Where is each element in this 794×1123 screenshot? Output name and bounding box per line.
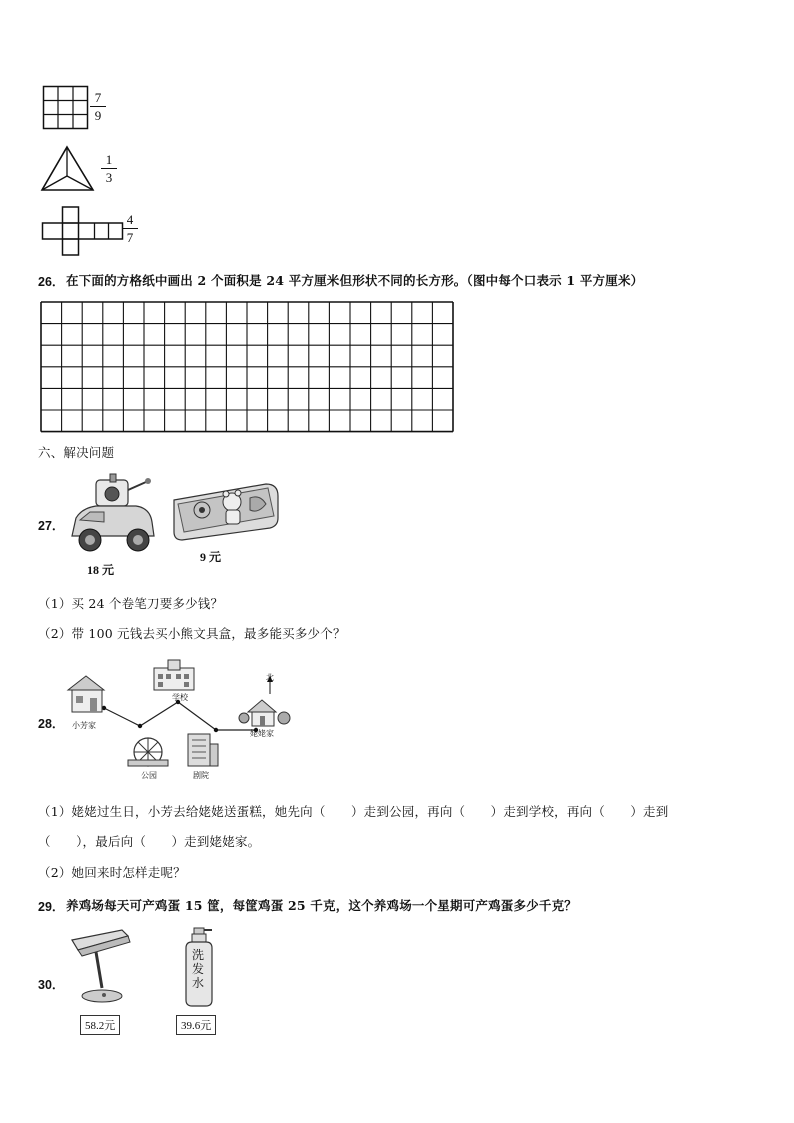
hair-curler-icon (68, 928, 138, 1010)
grid-shape-icon (43, 86, 89, 130)
price-hair-curler: 58.2元 (80, 1015, 120, 1035)
question-27-sub2: （2）带 100 元钱去买小熊文具盒，最多能买多少个？ (38, 626, 346, 641)
fraction-denominator: 3 (105, 170, 113, 185)
question-28-sub1-line2: （ ），最后向（ ）走到姥姥家。 (38, 834, 261, 849)
price-shampoo: 39.6元 (176, 1015, 216, 1035)
fraction-numerator: 1 (105, 152, 113, 167)
bear-pencil-box-icon (170, 480, 282, 544)
question-30-number: 30． (38, 978, 65, 992)
triangle-shape-icon (41, 146, 95, 192)
label-school: 学校 (172, 693, 188, 702)
grandma-house-icon (239, 700, 290, 726)
fraction-7-9 (90, 90, 106, 123)
label-grandma-home: 姥姥家 (250, 729, 274, 738)
xiaofang-house-icon (68, 676, 104, 712)
fraction-1-3 (101, 152, 117, 185)
label-north: 北 (266, 673, 274, 682)
fraction-denominator: 7 (126, 230, 134, 245)
cube-net-shape-icon (42, 206, 124, 256)
park-ferris-wheel-icon (128, 738, 168, 766)
fraction-numerator: 4 (126, 212, 134, 227)
pencil-sharpener-car-icon (66, 470, 158, 560)
shampoo-label: 洗发水 (191, 948, 204, 990)
question-27-sub1: （1）买 24 个卷笔刀要多少钱？ (38, 596, 224, 611)
price-sharpener: 18 元 (87, 563, 115, 577)
question-28-sub1-line1: （1）姥姥过生日，小芳去给姥姥送蛋糕，她先向（ ）走到公园，再向（ ）走到学校，再向（ ）走到 (38, 804, 669, 819)
question-29-text: 养鸡场每天可产鸡蛋 15 筐，每筐鸡蛋 25 千克，这个养鸡场一个星期可产鸡蛋多少千克？ (66, 898, 577, 913)
question-27-number: 27． (38, 519, 65, 533)
label-park: 公园 (141, 771, 157, 780)
fraction-denominator: 9 (94, 108, 102, 123)
square-grid-paper[interactable] (41, 302, 455, 434)
theater-building-icon (188, 734, 218, 766)
question-26-number: 26． (38, 275, 65, 289)
question-28-sub2: （2）她回来时怎样走呢？ (38, 865, 186, 880)
fraction-4-7 (122, 212, 138, 245)
question-29-number: 29． (38, 900, 65, 914)
question-26-text: 在下面的方格纸中画出 2 个面积是 24 平方厘米但形状不同的长方形。（图中每个口表示 1 平方厘米） (66, 273, 644, 288)
fraction-numerator: 7 (94, 90, 102, 105)
school-building-icon (154, 660, 194, 690)
label-xiaofang-home: 小芳家 (72, 721, 96, 730)
question-28-number: 28． (38, 717, 65, 731)
price-pencil-box: 9 元 (200, 550, 222, 564)
label-theater: 剧院 (193, 771, 209, 780)
section-6-title: 六、解决问题 (38, 445, 115, 460)
